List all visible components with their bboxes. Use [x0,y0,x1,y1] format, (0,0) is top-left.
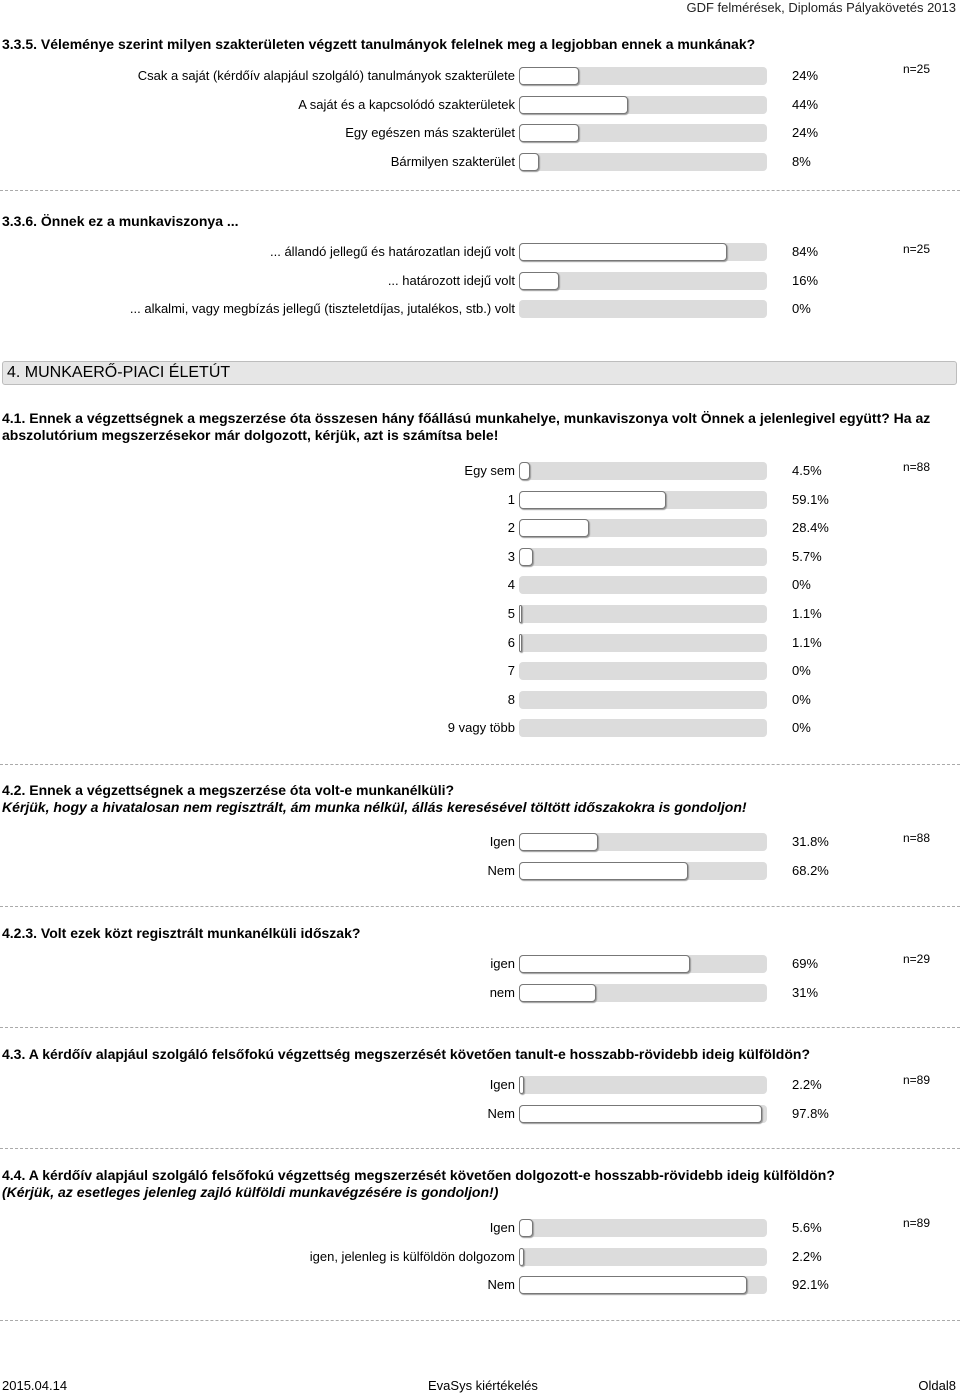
divider [0,190,960,191]
footer-title: EvaSys kiértékelés [428,1378,538,1393]
bar-percent: 92.1% [792,1277,829,1293]
bar-fill [519,605,522,623]
q-4-1-title: 4.1. Ennek a végzettségnek a megszerzése óta összesen hány főállású munkahelye, munkaviszonya volt Önnek a jelenlegivel együtt? Ha az abszolutórium megszerzésekor már dolgozott, kérjük, azt is számítsa bele! [2,410,931,443]
footer-date: 2015.04.14 [2,1378,68,1393]
bar-label: Nem [487,1277,515,1293]
bar-row [0,574,960,596]
bar-row [0,241,960,263]
bar-label: Egy sem [464,463,515,478]
bar-fill [519,1276,747,1294]
bar-label: 3 [507,548,515,564]
bar-track [519,243,767,261]
bar-fill [519,955,690,973]
bar-label: Csak a saját (kérdőív alapjául szolgáló) tanulmányok szakterülete [137,68,515,83]
bar-fill [519,519,589,537]
q-3-3-6-title: 3.3.6. Önnek ez a munkaviszonya ... [2,213,239,229]
bar-track [519,1248,767,1266]
bar-track [519,605,767,623]
bar-track [519,1276,767,1294]
q-4-2-3-title: 4.2.3. Volt ezek közt regisztrált munkanélküli időszak? [2,925,361,941]
footer-page-number: Oldal8 [918,1378,956,1393]
bar-row [0,603,960,625]
q-4-3-title: 4.3. A kérdőív alapjául szolgáló felsőfokú végzettség megszerzését követően tanult-e hosszabb-rövidebb ideig külföldön? [2,1046,811,1062]
bar-fill [519,862,688,880]
bar-row [0,151,960,173]
bar-track [519,662,767,680]
bar-track [519,719,767,737]
bar-fill [519,67,579,85]
bar-percent: 2.2% [792,1077,822,1092]
bar-label: ... határozott idejű volt [387,272,515,288]
bar-percent: 1.1% [792,606,822,621]
bar-row [0,982,960,1004]
bar-label: 9 vagy több [447,720,515,736]
bar-label: 5 [507,606,515,621]
bar-track [519,984,767,1002]
bar-fill [519,1248,524,1266]
sample-size: n=88 [903,831,931,845]
bar-percent: 28.4% [792,520,829,536]
section-banner-title: 4. MUNKAERŐ-PIACI ÉLETÚT [7,364,231,381]
sample-size: n=25 [903,62,931,76]
bar-track [519,491,767,509]
bar-label: Nem [487,1105,515,1121]
bar-percent: 0% [792,720,811,736]
bar-label: 6 [507,634,515,650]
q-4-4-question: 4.4. A kérdőív alapjául szolgáló felsőfokú végzettség megszerzését követően dolgozott-e hosszabb-rövidebb ideig külföldön? [2,1167,835,1183]
bar-row [0,689,960,711]
bar-fill [519,462,530,480]
bar-label: igen, jelenleg is külföldön dolgozom [309,1248,515,1264]
sample-size: n=89 [903,1073,931,1087]
bar-track [519,153,767,171]
bar-fill [519,272,559,290]
bar-row [0,1246,960,1268]
bar-track [519,1219,767,1237]
bar-fill [519,634,522,652]
bar-label: Igen [489,834,515,849]
bar-row [0,122,960,144]
q-4-4-note: (Kérjük, az esetleges jelenleg zajló külföldi munkavégzésére is gondoljon!) [2,1184,499,1200]
bar-label: 4 [507,577,515,593]
bar-row [0,517,960,539]
bar-fill [519,96,628,114]
bar-label: ... állandó jellegű és határozatlan idejű volt [270,244,515,259]
bar-row [0,717,960,739]
bar-row [0,953,960,975]
bar-label: ... alkalmi, vagy megbízás jellegű (tiszteletdíjas, jutalékos, stb.) volt [129,301,515,317]
bar-percent: 24% [792,68,819,83]
q-4-2-question: 4.2. Ennek a végzettségnek a megszerzése óta volt-e munkanélküli? [2,782,455,798]
bar-track [519,124,767,142]
bar-percent: 44% [792,96,819,112]
bar-fill [519,243,727,261]
bar-fill [519,1219,533,1237]
bar-row [0,65,960,87]
bar-fill [519,491,666,509]
bar-percent: 0% [792,301,811,317]
bar-track [519,833,767,851]
section-banner [2,361,957,385]
bar-track [519,462,767,480]
sample-size: n=25 [903,242,931,256]
bar-row [0,1274,960,1296]
bar-fill [519,548,533,566]
bar-row [0,1074,960,1096]
bar-percent: 68.2% [792,862,829,878]
bar-label: Igen [489,1077,515,1092]
bar-percent: 8% [792,153,811,169]
bar-percent: 31% [792,984,819,1000]
bar-label: Igen [489,1220,515,1235]
bar-percent: 97.8% [792,1105,829,1121]
bar-percent: 4.5% [792,463,822,478]
bar-track [519,955,767,973]
bar-label: 1 [507,491,515,507]
bar-track [519,1076,767,1094]
bar-percent: 0% [792,577,811,593]
bar-row [0,831,960,853]
sample-size: n=29 [903,952,931,966]
bar-label: Nem [487,862,515,878]
divider [0,906,960,907]
bar-track [519,548,767,566]
bar-row [0,489,960,511]
q-4-2-note: Kérjük, hogy a hivatalosan nem regisztrált, ám munka nélkül, állás keresésével töltött időszakokra is gondoljon! [2,799,747,815]
bar-row [0,1103,960,1125]
bar-track [519,96,767,114]
bar-fill [519,833,598,851]
bar-percent: 2.2% [792,1248,822,1264]
bar-percent: 59.1% [792,491,829,507]
bar-percent: 69% [792,956,819,971]
bar-percent: 1.1% [792,634,822,650]
bar-row [0,270,960,292]
bar-row [0,660,960,682]
bar-track [519,67,767,85]
bar-track [519,1105,767,1123]
bar-row [0,94,960,116]
bar-label: 7 [507,663,515,679]
bar-row [0,460,960,482]
bar-row [0,298,960,320]
bar-percent: 5.6% [792,1220,822,1235]
bar-track [519,691,767,709]
q-3-3-5-title: 3.3.5. Véleménye szerint milyen szakterületen végzett tanulmányok felelnek meg a legjobban ennek a munkának? [2,36,756,52]
bar-label: 8 [507,691,515,707]
bar-fill [519,1076,524,1094]
bar-fill [519,153,539,171]
bar-label: Bármilyen szakterület [390,153,515,169]
bar-fill [519,1105,762,1123]
bar-label: A saját és a kapcsolódó szakterületek [298,96,515,112]
bar-percent: 16% [792,272,819,288]
bar-row [0,632,960,654]
bar-track [519,272,767,290]
bar-row [0,1217,960,1239]
report-header: GDF felmérések, Diplomás Pályakövetés 2013 [686,0,956,15]
bar-percent: 24% [792,125,819,141]
q-4-4-title [2,1167,952,1201]
divider [0,1148,960,1149]
divider [0,1320,960,1321]
sample-size: n=88 [903,460,931,474]
bar-label: nem [489,984,515,1000]
q-4-2-title [2,782,952,816]
bar-fill [519,124,579,142]
bar-fill [519,984,596,1002]
bar-track [519,300,767,318]
bar-row [0,546,960,568]
sample-size: n=89 [903,1216,931,1230]
bar-track [519,576,767,594]
bar-percent: 31.8% [792,834,829,849]
divider [0,1027,960,1028]
divider [0,764,960,765]
bar-label: igen [490,956,515,971]
bar-label: 2 [507,520,515,536]
bar-percent: 0% [792,691,811,707]
bar-label: Egy egészen más szakterület [345,125,515,141]
bar-row [0,860,960,882]
bar-percent: 0% [792,663,811,679]
bar-percent: 84% [792,244,819,259]
bar-track [519,519,767,537]
bar-track [519,634,767,652]
bar-track [519,862,767,880]
bar-percent: 5.7% [792,548,822,564]
